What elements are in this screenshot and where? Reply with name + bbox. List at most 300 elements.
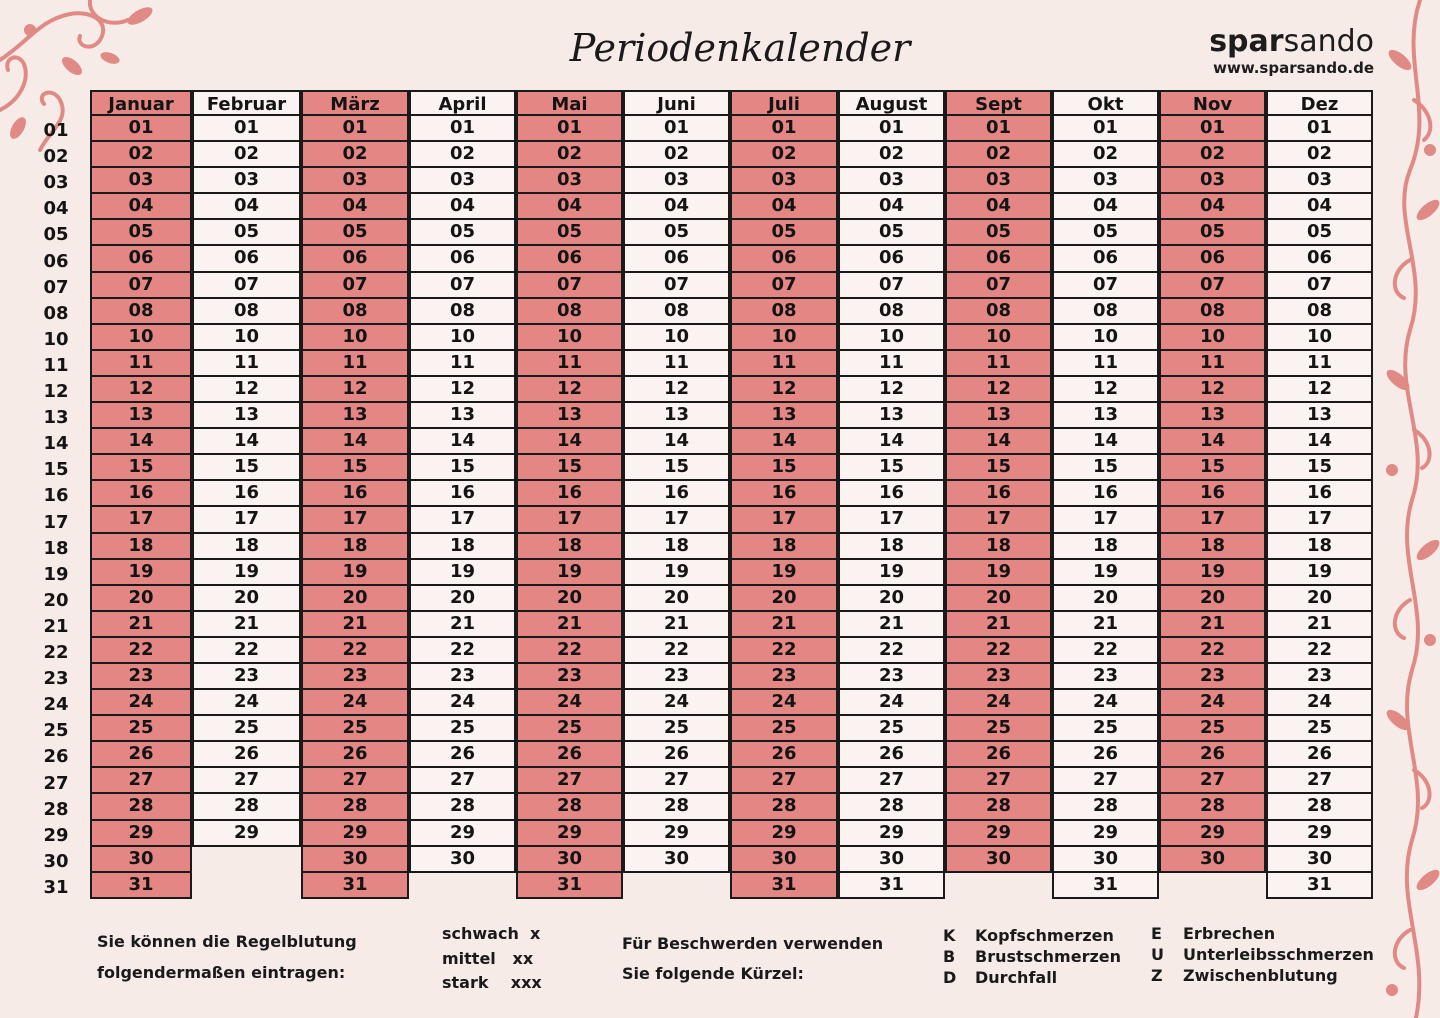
day-cell[interactable]: 25 [945,716,1052,742]
day-cell[interactable]: 29 [301,821,409,847]
day-cell[interactable]: 06 [192,246,301,272]
day-cell[interactable]: 29 [1266,821,1373,847]
day-cell[interactable]: 03 [192,168,301,194]
day-cell[interactable]: 19 [1266,560,1373,586]
day-cell[interactable]: 14 [1052,429,1159,455]
day-cell[interactable]: 21 [945,612,1052,638]
day-cell[interactable]: 28 [409,794,516,820]
day-cell[interactable]: 03 [945,168,1052,194]
day-cell[interactable]: 13 [838,403,945,429]
day-cell[interactable]: 15 [730,455,838,481]
day-cell[interactable]: 08 [90,299,192,325]
day-cell[interactable]: 12 [1266,377,1373,403]
day-cell[interactable]: 24 [1159,690,1266,716]
day-cell[interactable]: 17 [730,507,838,533]
day-cell[interactable]: 15 [516,455,623,481]
day-cell[interactable]: 25 [409,716,516,742]
day-cell[interactable]: 20 [623,586,730,612]
day-cell[interactable]: 31 [516,873,623,899]
day-cell[interactable]: 02 [90,142,192,168]
day-cell[interactable]: 18 [730,534,838,560]
day-cell[interactable]: 22 [838,638,945,664]
day-cell[interactable]: 04 [623,194,730,220]
day-cell[interactable]: 11 [90,351,192,377]
day-cell[interactable]: 29 [945,821,1052,847]
day-cell[interactable]: 13 [623,403,730,429]
day-cell[interactable]: 15 [301,455,409,481]
day-cell[interactable]: 01 [623,116,730,142]
day-cell[interactable]: 28 [838,794,945,820]
day-cell[interactable]: 06 [623,246,730,272]
day-cell[interactable]: 01 [409,116,516,142]
day-cell[interactable]: 31 [838,873,945,899]
day-cell[interactable]: 24 [90,690,192,716]
day-cell[interactable]: 19 [730,560,838,586]
day-cell[interactable]: 30 [90,847,192,873]
day-cell[interactable]: 08 [623,299,730,325]
day-cell[interactable]: 11 [192,351,301,377]
day-cell[interactable]: 31 [301,873,409,899]
day-cell[interactable]: 18 [192,534,301,560]
day-cell[interactable]: 11 [1052,351,1159,377]
day-cell[interactable]: 28 [301,794,409,820]
day-cell[interactable]: 11 [838,351,945,377]
day-cell[interactable]: 25 [730,716,838,742]
day-cell[interactable]: 29 [623,821,730,847]
day-cell[interactable]: 24 [516,690,623,716]
day-cell[interactable]: 16 [301,481,409,507]
day-cell[interactable]: 17 [1052,507,1159,533]
day-cell[interactable]: 02 [838,142,945,168]
day-cell[interactable]: 10 [90,325,192,351]
day-cell[interactable]: 05 [623,220,730,246]
day-cell[interactable]: 04 [1159,194,1266,220]
day-cell[interactable]: 23 [1052,664,1159,690]
day-cell[interactable]: 23 [516,664,623,690]
day-cell[interactable]: 14 [301,429,409,455]
day-cell[interactable]: 26 [301,742,409,768]
day-cell[interactable]: 11 [1159,351,1266,377]
day-cell[interactable]: 05 [301,220,409,246]
day-cell[interactable]: 14 [1266,429,1373,455]
day-cell[interactable]: 23 [945,664,1052,690]
day-cell[interactable]: 28 [1052,794,1159,820]
day-cell[interactable]: 14 [90,429,192,455]
day-cell[interactable]: 04 [90,194,192,220]
day-cell[interactable]: 13 [516,403,623,429]
day-cell[interactable]: 06 [1266,246,1373,272]
day-cell[interactable]: 25 [623,716,730,742]
day-cell[interactable]: 25 [1159,716,1266,742]
day-cell[interactable]: 25 [838,716,945,742]
day-cell[interactable]: 21 [1052,612,1159,638]
day-cell[interactable]: 05 [1052,220,1159,246]
day-cell[interactable]: 14 [1159,429,1266,455]
day-cell[interactable]: 06 [409,246,516,272]
day-cell[interactable]: 21 [1159,612,1266,638]
day-cell[interactable]: 30 [1159,847,1266,873]
day-cell[interactable]: 03 [90,168,192,194]
day-cell[interactable]: 07 [945,273,1052,299]
day-cell[interactable]: 05 [516,220,623,246]
day-cell[interactable]: 14 [945,429,1052,455]
day-cell[interactable]: 07 [1052,273,1159,299]
day-cell[interactable]: 19 [409,560,516,586]
day-cell[interactable]: 28 [192,794,301,820]
day-cell[interactable]: 08 [945,299,1052,325]
day-cell[interactable]: 12 [409,377,516,403]
day-cell[interactable]: 14 [409,429,516,455]
day-cell[interactable]: 27 [1052,768,1159,794]
day-cell[interactable]: 12 [838,377,945,403]
day-cell[interactable]: 22 [516,638,623,664]
day-cell[interactable]: 02 [1266,142,1373,168]
day-cell[interactable]: 20 [409,586,516,612]
day-cell[interactable]: 24 [838,690,945,716]
day-cell[interactable]: 20 [192,586,301,612]
day-cell[interactable]: 10 [516,325,623,351]
day-cell[interactable]: 23 [409,664,516,690]
day-cell[interactable]: 24 [301,690,409,716]
day-cell[interactable]: 08 [838,299,945,325]
day-cell[interactable]: 10 [623,325,730,351]
day-cell[interactable]: 01 [838,116,945,142]
day-cell[interactable]: 27 [409,768,516,794]
day-cell[interactable]: 02 [409,142,516,168]
day-cell[interactable]: 04 [1266,194,1373,220]
day-cell[interactable]: 02 [945,142,1052,168]
day-cell[interactable]: 05 [192,220,301,246]
day-cell[interactable]: 04 [945,194,1052,220]
day-cell[interactable]: 30 [730,847,838,873]
day-cell[interactable]: 01 [730,116,838,142]
day-cell[interactable]: 01 [516,116,623,142]
day-cell[interactable]: 20 [838,586,945,612]
day-cell[interactable]: 04 [301,194,409,220]
day-cell[interactable]: 23 [838,664,945,690]
day-cell[interactable]: 23 [623,664,730,690]
day-cell[interactable]: 26 [730,742,838,768]
day-cell[interactable]: 29 [90,821,192,847]
day-cell[interactable]: 04 [192,194,301,220]
day-cell[interactable]: 18 [1052,534,1159,560]
day-cell[interactable]: 07 [192,273,301,299]
day-cell[interactable]: 07 [1266,273,1373,299]
day-cell[interactable]: 10 [409,325,516,351]
day-cell[interactable]: 01 [1159,116,1266,142]
day-cell[interactable]: 16 [1159,481,1266,507]
day-cell[interactable]: 27 [192,768,301,794]
day-cell[interactable]: 21 [1266,612,1373,638]
day-cell[interactable]: 23 [192,664,301,690]
day-cell[interactable]: 07 [1159,273,1266,299]
day-cell[interactable]: 08 [516,299,623,325]
day-cell[interactable]: 13 [1266,403,1373,429]
day-cell[interactable]: 03 [623,168,730,194]
day-cell[interactable]: 25 [1266,716,1373,742]
day-cell[interactable]: 17 [409,507,516,533]
day-cell[interactable]: 29 [1159,821,1266,847]
day-cell[interactable]: 29 [1052,821,1159,847]
day-cell[interactable]: 12 [730,377,838,403]
day-cell[interactable]: 02 [623,142,730,168]
day-cell[interactable]: 27 [838,768,945,794]
day-cell[interactable]: 24 [945,690,1052,716]
day-cell[interactable]: 16 [730,481,838,507]
day-cell[interactable]: 27 [90,768,192,794]
day-cell[interactable]: 02 [1159,142,1266,168]
day-cell[interactable]: 05 [730,220,838,246]
day-cell[interactable]: 05 [90,220,192,246]
day-cell[interactable]: 05 [409,220,516,246]
day-cell[interactable]: 06 [301,246,409,272]
day-cell[interactable]: 01 [192,116,301,142]
day-cell[interactable]: 11 [516,351,623,377]
day-cell[interactable]: 26 [623,742,730,768]
day-cell[interactable]: 08 [1159,299,1266,325]
day-cell[interactable]: 03 [730,168,838,194]
day-cell[interactable]: 18 [409,534,516,560]
day-cell[interactable]: 18 [1266,534,1373,560]
day-cell[interactable]: 26 [1052,742,1159,768]
day-cell[interactable]: 10 [730,325,838,351]
day-cell[interactable]: 04 [838,194,945,220]
day-cell[interactable]: 01 [1266,116,1373,142]
day-cell[interactable]: 20 [1159,586,1266,612]
day-cell[interactable]: 17 [90,507,192,533]
day-cell[interactable]: 12 [192,377,301,403]
day-cell[interactable]: 26 [409,742,516,768]
day-cell[interactable]: 21 [409,612,516,638]
day-cell[interactable]: 29 [730,821,838,847]
day-cell[interactable]: 02 [730,142,838,168]
day-cell[interactable]: 13 [409,403,516,429]
day-cell[interactable]: 22 [192,638,301,664]
day-cell[interactable]: 28 [90,794,192,820]
day-cell[interactable]: 03 [301,168,409,194]
day-cell[interactable]: 22 [945,638,1052,664]
day-cell[interactable]: 08 [192,299,301,325]
day-cell[interactable]: 10 [301,325,409,351]
day-cell[interactable]: 20 [1052,586,1159,612]
day-cell[interactable]: 17 [1266,507,1373,533]
day-cell[interactable]: 22 [1159,638,1266,664]
day-cell[interactable]: 21 [90,612,192,638]
day-cell[interactable]: 16 [623,481,730,507]
day-cell[interactable]: 19 [945,560,1052,586]
day-cell[interactable]: 06 [838,246,945,272]
day-cell[interactable]: 11 [1266,351,1373,377]
day-cell[interactable]: 26 [516,742,623,768]
day-cell[interactable]: 28 [945,794,1052,820]
day-cell[interactable]: 22 [301,638,409,664]
day-cell[interactable]: 23 [1159,664,1266,690]
day-cell[interactable]: 10 [838,325,945,351]
day-cell[interactable]: 21 [730,612,838,638]
day-cell[interactable]: 14 [623,429,730,455]
day-cell[interactable]: 06 [90,246,192,272]
day-cell[interactable]: 11 [730,351,838,377]
day-cell[interactable]: 26 [192,742,301,768]
day-cell[interactable]: 24 [1266,690,1373,716]
day-cell[interactable]: 18 [90,534,192,560]
day-cell[interactable]: 06 [516,246,623,272]
day-cell[interactable]: 03 [1052,168,1159,194]
day-cell[interactable]: 11 [945,351,1052,377]
day-cell[interactable]: 21 [192,612,301,638]
day-cell[interactable]: 15 [192,455,301,481]
day-cell[interactable]: 08 [1266,299,1373,325]
day-cell[interactable]: 30 [1052,847,1159,873]
day-cell[interactable]: 21 [838,612,945,638]
day-cell[interactable]: 26 [1266,742,1373,768]
day-cell[interactable]: 18 [301,534,409,560]
day-cell[interactable]: 30 [301,847,409,873]
day-cell[interactable]: 02 [301,142,409,168]
day-cell[interactable]: 16 [90,481,192,507]
day-cell[interactable]: 05 [945,220,1052,246]
day-cell[interactable]: 18 [838,534,945,560]
day-cell[interactable]: 13 [1159,403,1266,429]
day-cell[interactable]: 30 [516,847,623,873]
day-cell[interactable]: 03 [1159,168,1266,194]
day-cell[interactable]: 03 [409,168,516,194]
day-cell[interactable]: 29 [838,821,945,847]
day-cell[interactable]: 20 [1266,586,1373,612]
day-cell[interactable]: 25 [301,716,409,742]
day-cell[interactable]: 02 [516,142,623,168]
day-cell[interactable]: 28 [1159,794,1266,820]
day-cell[interactable]: 02 [1052,142,1159,168]
day-cell[interactable]: 21 [623,612,730,638]
day-cell[interactable]: 29 [192,821,301,847]
day-cell[interactable]: 17 [623,507,730,533]
day-cell[interactable]: 01 [90,116,192,142]
day-cell[interactable]: 10 [945,325,1052,351]
day-cell[interactable]: 03 [838,168,945,194]
day-cell[interactable]: 07 [301,273,409,299]
day-cell[interactable]: 07 [623,273,730,299]
day-cell[interactable]: 19 [1052,560,1159,586]
day-cell[interactable]: 16 [192,481,301,507]
day-cell[interactable]: 15 [1266,455,1373,481]
day-cell[interactable]: 20 [90,586,192,612]
day-cell[interactable]: 20 [730,586,838,612]
day-cell[interactable]: 07 [409,273,516,299]
day-cell[interactable]: 21 [516,612,623,638]
day-cell[interactable]: 04 [516,194,623,220]
day-cell[interactable]: 13 [301,403,409,429]
day-cell[interactable]: 26 [838,742,945,768]
day-cell[interactable]: 12 [90,377,192,403]
day-cell[interactable]: 06 [1159,246,1266,272]
day-cell[interactable]: 27 [945,768,1052,794]
day-cell[interactable]: 16 [409,481,516,507]
day-cell[interactable]: 15 [90,455,192,481]
day-cell[interactable]: 18 [945,534,1052,560]
day-cell[interactable]: 01 [301,116,409,142]
day-cell[interactable]: 16 [945,481,1052,507]
day-cell[interactable]: 01 [945,116,1052,142]
day-cell[interactable]: 12 [945,377,1052,403]
day-cell[interactable]: 17 [301,507,409,533]
day-cell[interactable]: 07 [516,273,623,299]
day-cell[interactable]: 10 [192,325,301,351]
day-cell[interactable]: 19 [90,560,192,586]
day-cell[interactable]: 30 [409,847,516,873]
day-cell[interactable]: 31 [730,873,838,899]
day-cell[interactable]: 30 [838,847,945,873]
day-cell[interactable]: 22 [1266,638,1373,664]
day-cell[interactable]: 15 [1159,455,1266,481]
day-cell[interactable]: 16 [838,481,945,507]
day-cell[interactable]: 17 [838,507,945,533]
day-cell[interactable]: 17 [192,507,301,533]
day-cell[interactable]: 12 [623,377,730,403]
day-cell[interactable]: 19 [301,560,409,586]
day-cell[interactable]: 07 [90,273,192,299]
day-cell[interactable]: 12 [1159,377,1266,403]
day-cell[interactable]: 24 [623,690,730,716]
day-cell[interactable]: 11 [623,351,730,377]
day-cell[interactable]: 14 [192,429,301,455]
day-cell[interactable]: 18 [623,534,730,560]
day-cell[interactable]: 15 [409,455,516,481]
day-cell[interactable]: 17 [945,507,1052,533]
day-cell[interactable]: 08 [409,299,516,325]
day-cell[interactable]: 08 [301,299,409,325]
day-cell[interactable]: 24 [409,690,516,716]
day-cell[interactable]: 16 [1052,481,1159,507]
day-cell[interactable]: 04 [1052,194,1159,220]
day-cell[interactable]: 06 [1052,246,1159,272]
day-cell[interactable]: 28 [516,794,623,820]
day-cell[interactable]: 20 [516,586,623,612]
day-cell[interactable]: 27 [1159,768,1266,794]
day-cell[interactable]: 23 [730,664,838,690]
day-cell[interactable]: 12 [1052,377,1159,403]
day-cell[interactable]: 31 [1052,873,1159,899]
day-cell[interactable]: 22 [1052,638,1159,664]
day-cell[interactable]: 22 [730,638,838,664]
day-cell[interactable]: 30 [945,847,1052,873]
day-cell[interactable]: 03 [516,168,623,194]
day-cell[interactable]: 22 [409,638,516,664]
day-cell[interactable]: 25 [192,716,301,742]
day-cell[interactable]: 07 [838,273,945,299]
day-cell[interactable]: 31 [1266,873,1373,899]
day-cell[interactable]: 17 [516,507,623,533]
day-cell[interactable]: 11 [301,351,409,377]
day-cell[interactable]: 13 [730,403,838,429]
day-cell[interactable]: 06 [730,246,838,272]
day-cell[interactable]: 11 [409,351,516,377]
day-cell[interactable]: 19 [623,560,730,586]
day-cell[interactable]: 16 [516,481,623,507]
day-cell[interactable]: 27 [1266,768,1373,794]
day-cell[interactable]: 14 [838,429,945,455]
day-cell[interactable]: 10 [1266,325,1373,351]
day-cell[interactable]: 05 [1159,220,1266,246]
day-cell[interactable]: 07 [730,273,838,299]
day-cell[interactable]: 27 [730,768,838,794]
day-cell[interactable]: 13 [90,403,192,429]
day-cell[interactable]: 15 [838,455,945,481]
day-cell[interactable]: 29 [409,821,516,847]
day-cell[interactable]: 24 [192,690,301,716]
day-cell[interactable]: 22 [90,638,192,664]
day-cell[interactable]: 12 [516,377,623,403]
